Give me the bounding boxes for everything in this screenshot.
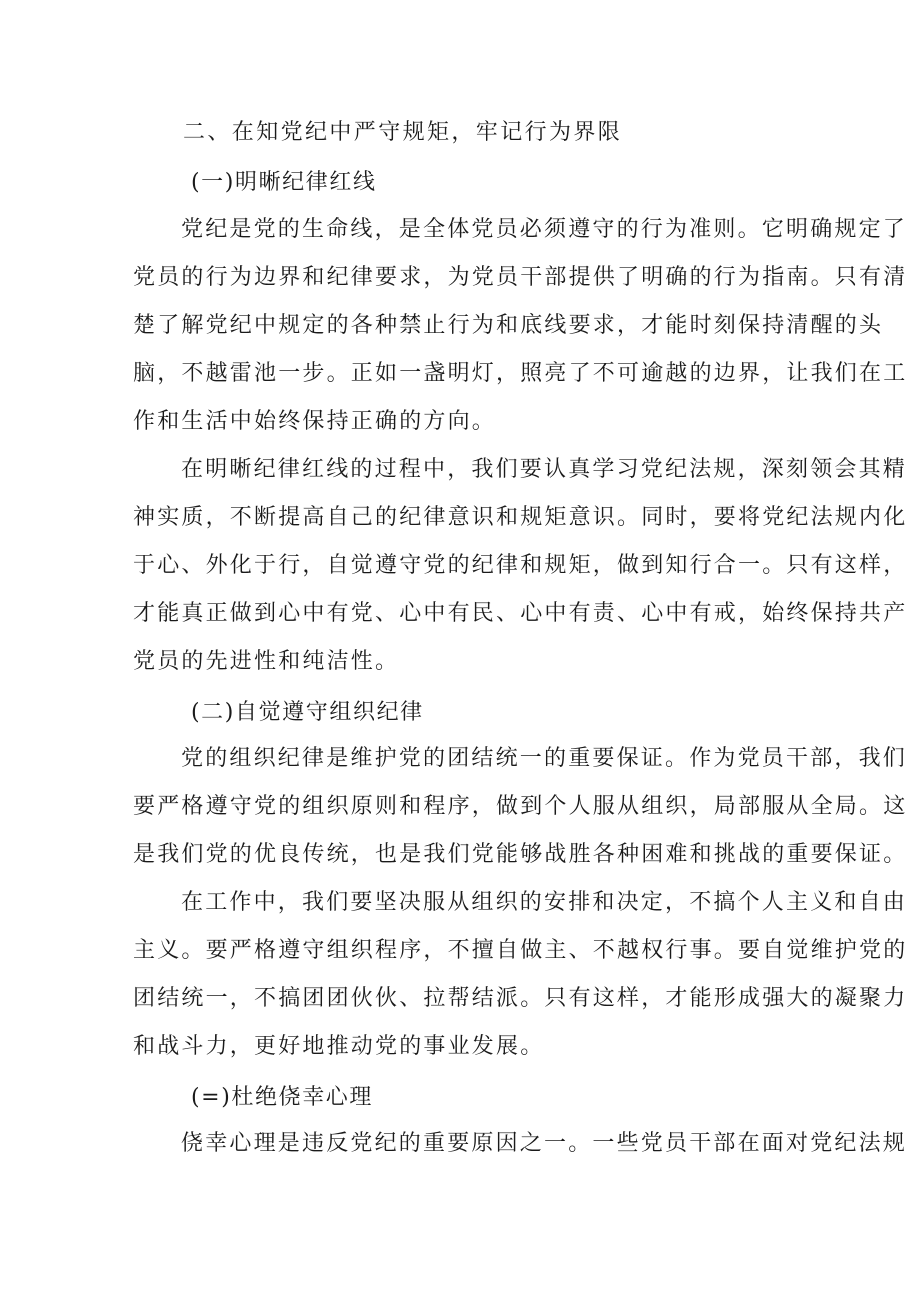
paragraph-line: 党员的行为边界和纪律要求，为党员干部提供了明确的行为指南。只有清 [133, 265, 908, 290]
paragraph-line: 脑，不越雷池一步。正如一盏明灯，照亮了不可逾越的边界，让我们在工 [133, 361, 908, 386]
paragraph-line: 于心、外化于行，自觉遵守党的纪律和规矩，做到知行合一。只有这样， [133, 553, 908, 578]
paragraph-line: 在明晰纪律红线的过程中，我们要认真学习党纪法规，深刻领会其精 [181, 457, 908, 482]
paragraph-line: 和战斗力，更好地推动党的事业发展。 [133, 1034, 545, 1059]
paragraph-line: 作和生活中始终保持正确的方向。 [133, 409, 497, 434]
paragraph-line: 是我们党的优良传统，也是我们党能够战胜各种困难和挑战的重要保证。 [133, 842, 908, 867]
paragraph-line: 楚了解党纪中规定的各种禁止行为和底线要求，才能时刻保持清醒的头 [133, 313, 884, 338]
subsection-title-3: (=)杜绝侥幸心理 [191, 1085, 373, 1110]
paragraph-line: 党纪是党的生命线，是全体党员必须遵守的行为准则。它明确规定了 [181, 217, 908, 242]
paragraph-line: 神实质，不断提高自己的纪律意识和规矩意识。同时，要将党纪法规内化 [133, 505, 908, 530]
paragraph-line: 要严格遵守党的组织原则和程序，做到个人服从组织，局部服从全局。这 [133, 794, 908, 819]
subsection-title-2: (二)自觉遵守组织纪律 [191, 700, 424, 725]
paragraph-line: 主义。要严格遵守组织程序，不擅自做主、不越权行事。要自觉维护党的 [133, 938, 908, 963]
subsection-title-1: (一)明晰纪律红线 [191, 170, 377, 195]
paragraph-line: 党员的先进性和纯洁性。 [133, 649, 400, 674]
paragraph-line: 侥幸心理是违反党纪的重要原因之一。一些党员干部在面对党纪法规 [181, 1131, 908, 1156]
paragraph-line: 党的组织纪律是维护党的团结统一的重要保证。作为党员干部，我们 [181, 746, 908, 771]
paragraph-line: 在工作中，我们要坚决服从组织的安排和决定，不搞个人主义和自由 [181, 890, 908, 915]
section-title: 二、在知党纪中严守规矩，牢记行为界限 [183, 120, 623, 145]
paragraph-line: 才能真正做到心中有党、心中有民、心中有责、心中有戒，始终保持共产 [133, 601, 908, 626]
paragraph-line: 团结统一，不搞团团伙伙、拉帮结派。只有这样，才能形成强大的凝聚力 [133, 986, 908, 1011]
